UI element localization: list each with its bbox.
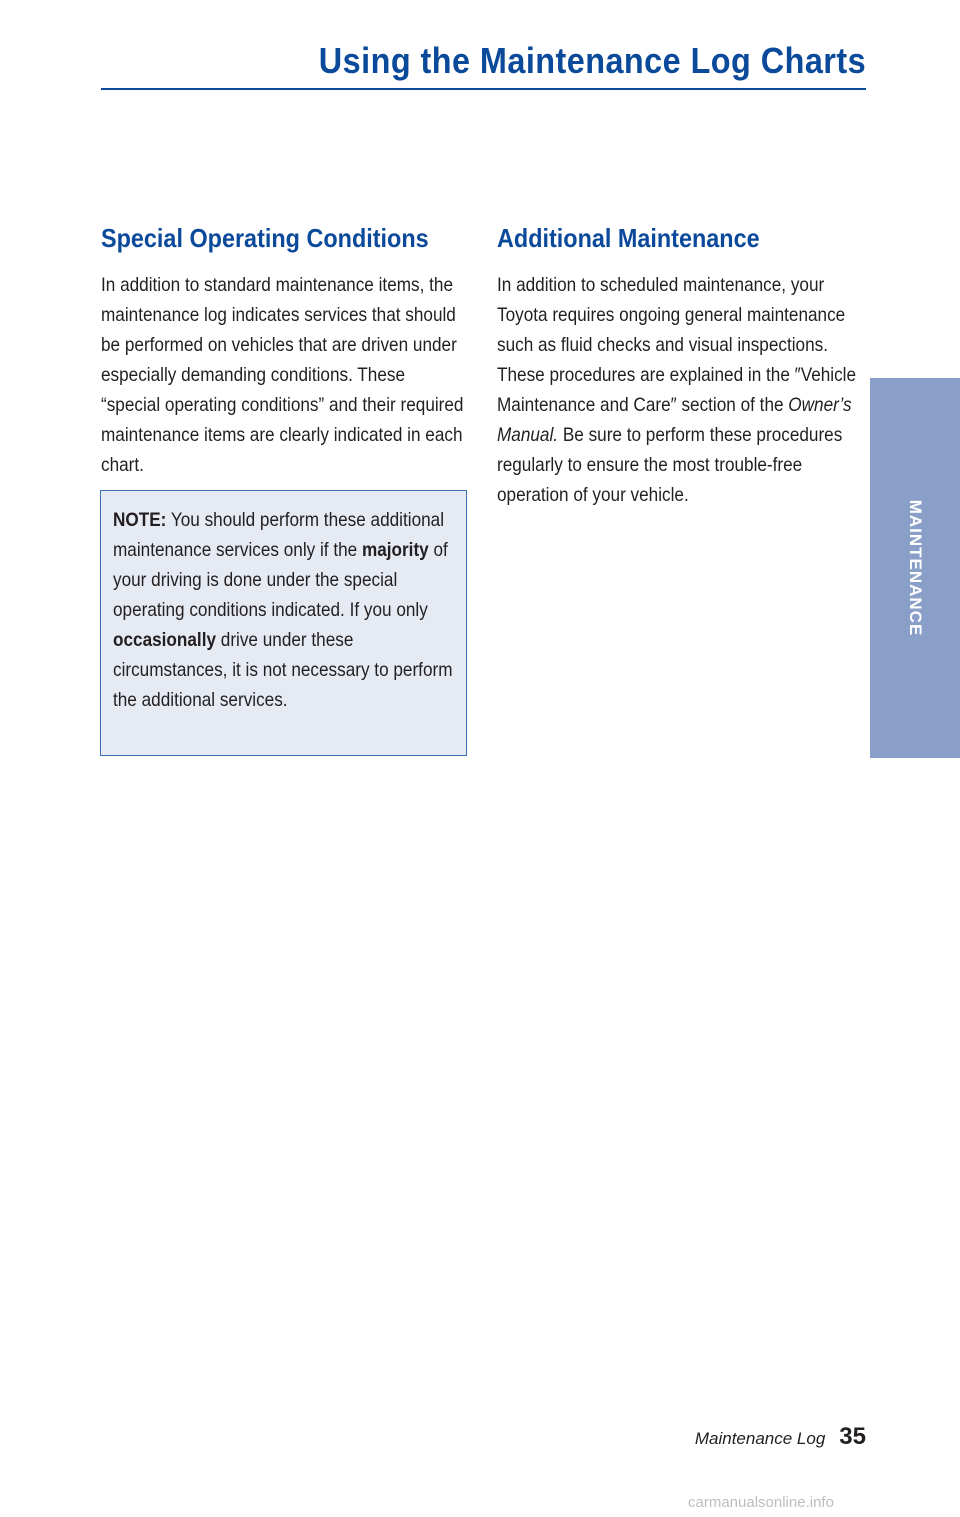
- note-text-2: of your driving is done under the special operating conditions indicated. If you only: [113, 539, 448, 621]
- additional-maintenance-heading: Additional Maintenance: [497, 223, 760, 253]
- owners-manual-title: Owner’s Manual.: [497, 394, 852, 446]
- special-operating-section: [101, 220, 469, 480]
- special-operating-heading: Special Operating Conditions: [101, 223, 429, 253]
- side-tab-label: MAINTENANCE: [906, 499, 925, 637]
- note-emphasis-occasionally: occasionally: [113, 629, 217, 651]
- note-label: NOTE:: [113, 509, 167, 531]
- page-number: 35: [839, 1423, 866, 1450]
- additional-maintenance-section: [497, 220, 869, 510]
- additional-maintenance-paragraph: [497, 270, 867, 510]
- watermark: carmanualsonline.info: [688, 1494, 834, 1511]
- page-footer: [695, 1423, 866, 1451]
- note-box: [100, 490, 467, 756]
- additional-text-2: Be sure to perform these procedures regularly to ensure the most trouble-free operation of your vehicle.: [497, 424, 843, 506]
- page-title: Using the Maintenance Log Charts: [318, 40, 866, 81]
- title-divider: [101, 88, 866, 90]
- additional-text-1: In addition to scheduled maintenance, your Toyota requires ongoing general maintenance such as fluid checks and visual inspections. These procedures are explained in the ″Vehicle Maintenance and Care″ section of the: [497, 274, 857, 416]
- note-text-1: You should perform these additional maintenance services only if the: [113, 509, 445, 561]
- special-operating-paragraph: In addition to standard maintenance items, the maintenance log indicates services that should be performed on vehicles that are driven under especially demanding conditions. These “special operating conditions” and their required maintenance items are clearly indicated in each chart.: [101, 274, 464, 476]
- note-text-3: drive under these circumstances, it is not necessary to perform the additional services.: [113, 629, 453, 711]
- section-side-tab: [870, 378, 960, 758]
- footer-section-label: Maintenance Log: [694, 1429, 826, 1448]
- note-paragraph: [113, 505, 461, 715]
- note-emphasis-majority: majority: [361, 539, 429, 561]
